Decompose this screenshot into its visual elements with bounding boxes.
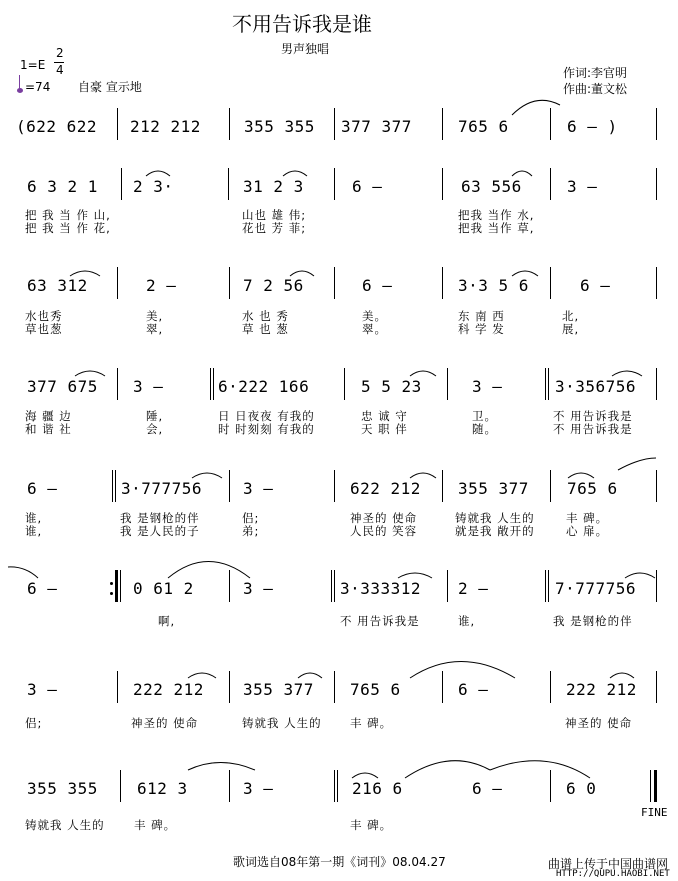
row2-lyric-b1: 把 我 当 作 花, bbox=[25, 221, 111, 235]
row7-measure5: 6 – bbox=[458, 680, 489, 699]
tie-slur bbox=[618, 458, 656, 470]
row5-lyric-b6: 心 扉。 bbox=[566, 524, 609, 538]
row3-measure1: 63 312 bbox=[27, 276, 88, 295]
row7-lyric-2: 神圣的 使命 bbox=[131, 716, 199, 730]
row4-lyric-a2: 陲, bbox=[146, 409, 164, 423]
tie-slur bbox=[70, 271, 100, 276]
row2-measure2: 2 3· bbox=[133, 177, 174, 196]
tie-slur bbox=[512, 171, 532, 176]
tie-slur bbox=[75, 371, 105, 376]
row5-lyric-a1: 谁, bbox=[25, 511, 43, 525]
row4-lyric-b6: 不 用告诉我是 bbox=[553, 422, 633, 436]
row5-lyric-a3: 侣; bbox=[242, 511, 260, 525]
row8-lyric-3: 丰 碑。 bbox=[350, 818, 393, 832]
row5-lyric-a4: 神圣的 使命 bbox=[350, 511, 418, 525]
row5-measure3: 3 – bbox=[243, 479, 274, 498]
row5-lyric-b3: 弟; bbox=[242, 524, 260, 538]
tie-slur bbox=[610, 673, 634, 678]
key-signature: 1=E bbox=[20, 58, 46, 72]
row3-measure3: 7 2 56 bbox=[243, 276, 304, 295]
row5-measure1: 6 – bbox=[27, 479, 58, 498]
row5-measure2: 3·777756 bbox=[121, 479, 203, 498]
row7-measure1: 3 – bbox=[27, 680, 58, 699]
row3-lyric-b2: 翠, bbox=[146, 322, 164, 336]
time-sig-bottom: 4 bbox=[56, 63, 64, 77]
row6-measure2: 0 61 2 bbox=[133, 579, 194, 598]
tie-slur bbox=[490, 761, 590, 778]
row6-measure6: 7·777756 bbox=[555, 579, 637, 598]
row7-lyric-1: 侣; bbox=[25, 716, 43, 730]
row4-lyric-b5: 随。 bbox=[472, 422, 497, 436]
row2-measure5: 63 556 bbox=[461, 177, 522, 196]
row6-measure1: 6 – bbox=[27, 579, 58, 598]
row4-measure3: 6·222 166 bbox=[218, 377, 310, 396]
row5-lyric-b4: 人民的 笑容 bbox=[350, 524, 418, 538]
row4-lyric-b4: 天 职 伴 bbox=[361, 422, 408, 436]
tie-slur bbox=[188, 763, 255, 771]
row8-lyric-2: 丰 碑。 bbox=[134, 818, 177, 832]
row8-measure4: 216 6 bbox=[352, 779, 403, 798]
row2-measure1: 6 3 2 1 bbox=[27, 177, 98, 196]
row3-measure2: 2 – bbox=[146, 276, 177, 295]
row3-lyric-b6: 展, bbox=[562, 322, 580, 336]
row7-measure4: 765 6 bbox=[350, 680, 401, 699]
row5-measure5: 355 377 bbox=[458, 479, 529, 498]
expression-mark: 自豪 宣示地 bbox=[78, 80, 142, 94]
row3-lyric-b1: 草也葱 bbox=[25, 322, 63, 336]
row7-lyric-3: 铸就我 人生的 bbox=[242, 716, 322, 730]
row8-lyric-1: 铸就我 人生的 bbox=[25, 818, 105, 832]
source-note: 歌词选自08年第一期《词刊》08.04.27 bbox=[233, 855, 446, 869]
tempo: =74 bbox=[25, 80, 51, 94]
tie-slur bbox=[168, 562, 250, 579]
row5-lyric-a6: 丰 碑。 bbox=[566, 511, 609, 525]
tie-slur bbox=[352, 773, 378, 778]
row3-lyric-a2: 美, bbox=[146, 309, 164, 323]
row3-lyric-a3: 水 也 秀 bbox=[242, 309, 289, 323]
uploader-note: 曲谱上传于中国曲谱网 bbox=[548, 857, 669, 871]
row4-measure2: 3 – bbox=[133, 377, 164, 396]
row3-measure6: 6 – bbox=[580, 276, 611, 295]
time-sig-top: 2 bbox=[56, 46, 64, 60]
row2-lyric-a1: 把 我 当 作 山, bbox=[25, 208, 111, 222]
row7-lyric-5: 神圣的 使命 bbox=[565, 716, 633, 730]
row1-measure2: 212 212 bbox=[130, 117, 201, 136]
row6-lyric-4: 我 是钢枪的伴 bbox=[553, 614, 633, 628]
row8-measure1: 355 355 bbox=[27, 779, 98, 798]
tie-slur bbox=[612, 371, 642, 376]
row3-lyric-a6: 北, bbox=[562, 309, 580, 323]
row6-measure5: 2 – bbox=[458, 579, 489, 598]
row5-measure6: 765 6 bbox=[567, 479, 618, 498]
row6-lyric-2: 不 用告诉我是 bbox=[340, 614, 420, 628]
row4-lyric-b2: 会, bbox=[146, 422, 164, 436]
tie-slur bbox=[298, 673, 322, 678]
subtitle: 男声独唱 bbox=[281, 42, 330, 56]
tie-slur bbox=[512, 271, 538, 276]
row3-measure5: 3·3 5 6 bbox=[458, 276, 529, 295]
row1-measure6: 6 – ) bbox=[567, 117, 618, 136]
row3-lyric-a4: 美。 bbox=[362, 309, 387, 323]
tie-slur bbox=[290, 271, 314, 276]
tie-slur bbox=[192, 473, 222, 478]
row2-measure3: 31 2 3 bbox=[243, 177, 304, 196]
fine-mark: FINE bbox=[641, 806, 668, 819]
tie-slur bbox=[188, 673, 216, 678]
row4-lyric-b3: 时 时刻刻 有我的 bbox=[218, 422, 315, 436]
row7-measure2: 222 212 bbox=[133, 680, 204, 699]
row3-lyric-b5: 科 学 发 bbox=[458, 322, 505, 336]
row5-lyric-a5: 铸就我 人生的 bbox=[455, 511, 535, 525]
row1-measure5: 765 6 bbox=[458, 117, 509, 136]
tie-slur bbox=[625, 573, 655, 578]
row4-lyric-a5: 卫。 bbox=[472, 409, 497, 423]
lyricist: 作词:李官明 bbox=[563, 66, 628, 80]
row3-measure4: 6 – bbox=[362, 276, 393, 295]
row7-measure6: 222 212 bbox=[566, 680, 637, 699]
tie-slur bbox=[512, 100, 560, 115]
tie-slur bbox=[398, 573, 432, 578]
row5-lyric-a2: 我 是钢枪的伴 bbox=[120, 511, 200, 525]
row1-measure3: 355 355 bbox=[244, 117, 315, 136]
row1-measure4: 377 377 bbox=[341, 117, 412, 136]
row4-lyric-a6: 不 用告诉我是 bbox=[553, 409, 633, 423]
site-url: HTTP://QUPU.HAOBI.NET bbox=[556, 869, 670, 879]
tie-slur bbox=[410, 662, 515, 679]
row4-lyric-b1: 和 谐 社 bbox=[25, 422, 72, 436]
row5-lyric-b5: 就是我 敞开的 bbox=[455, 524, 535, 538]
tie-slur bbox=[8, 567, 38, 578]
row4-measure4: 5 5 23 bbox=[361, 377, 422, 396]
tie-slur bbox=[146, 171, 170, 176]
row5-measure4: 622 212 bbox=[350, 479, 421, 498]
row8-measure2: 612 3 bbox=[137, 779, 188, 798]
tie-slur bbox=[410, 473, 436, 478]
row4-measure6: 3·356756 bbox=[555, 377, 637, 396]
row2-lyric-a3: 把我 当作 水, bbox=[458, 208, 535, 222]
row7-lyric-4: 丰 碑。 bbox=[350, 716, 393, 730]
row7-measure3: 355 377 bbox=[243, 680, 314, 699]
song-title: 不用告诉我是谁 bbox=[232, 12, 372, 36]
composer: 作曲:董文松 bbox=[563, 82, 628, 96]
row8-measure5: 6 – bbox=[472, 779, 503, 798]
row2-lyric-b2: 花也 芳 菲; bbox=[242, 221, 307, 235]
row3-lyric-b3: 草 也 葱 bbox=[242, 322, 289, 336]
row4-measure1: 377 675 bbox=[27, 377, 98, 396]
tie-slur bbox=[405, 761, 490, 778]
row4-lyric-a4: 忠 诚 守 bbox=[361, 409, 408, 423]
row4-measure5: 3 – bbox=[472, 377, 503, 396]
row5-lyric-b1: 谁, bbox=[25, 524, 43, 538]
row6-lyric-3: 谁, bbox=[458, 614, 476, 628]
row3-lyric-b4: 翠。 bbox=[362, 322, 387, 336]
tie-slur bbox=[410, 371, 436, 376]
row2-lyric-a2: 山也 雄 伟; bbox=[242, 208, 307, 222]
row6-lyric-1: 啊, bbox=[158, 614, 176, 628]
row5-lyric-b2: 我 是人民的子 bbox=[120, 524, 200, 538]
row1-measure1: (622 622 bbox=[16, 117, 98, 136]
tie-slur bbox=[568, 473, 594, 478]
row8-measure3: 3 – bbox=[243, 779, 274, 798]
row8-measure6: 6 0 bbox=[566, 779, 597, 798]
tie-slur bbox=[283, 171, 307, 176]
row3-lyric-a1: 水也秀 bbox=[25, 309, 63, 323]
row4-lyric-a3: 日 日夜夜 有我的 bbox=[218, 409, 315, 423]
row2-measure6: 3 – bbox=[567, 177, 598, 196]
row6-measure3: 3 – bbox=[243, 579, 274, 598]
row2-lyric-b3: 把我 当作 草, bbox=[458, 221, 535, 235]
row4-lyric-a1: 海 疆 边 bbox=[25, 409, 72, 423]
row6-measure4: 3·333312 bbox=[340, 579, 422, 598]
row2-measure4: 6 – bbox=[352, 177, 383, 196]
row3-lyric-a5: 东 南 西 bbox=[458, 309, 505, 323]
